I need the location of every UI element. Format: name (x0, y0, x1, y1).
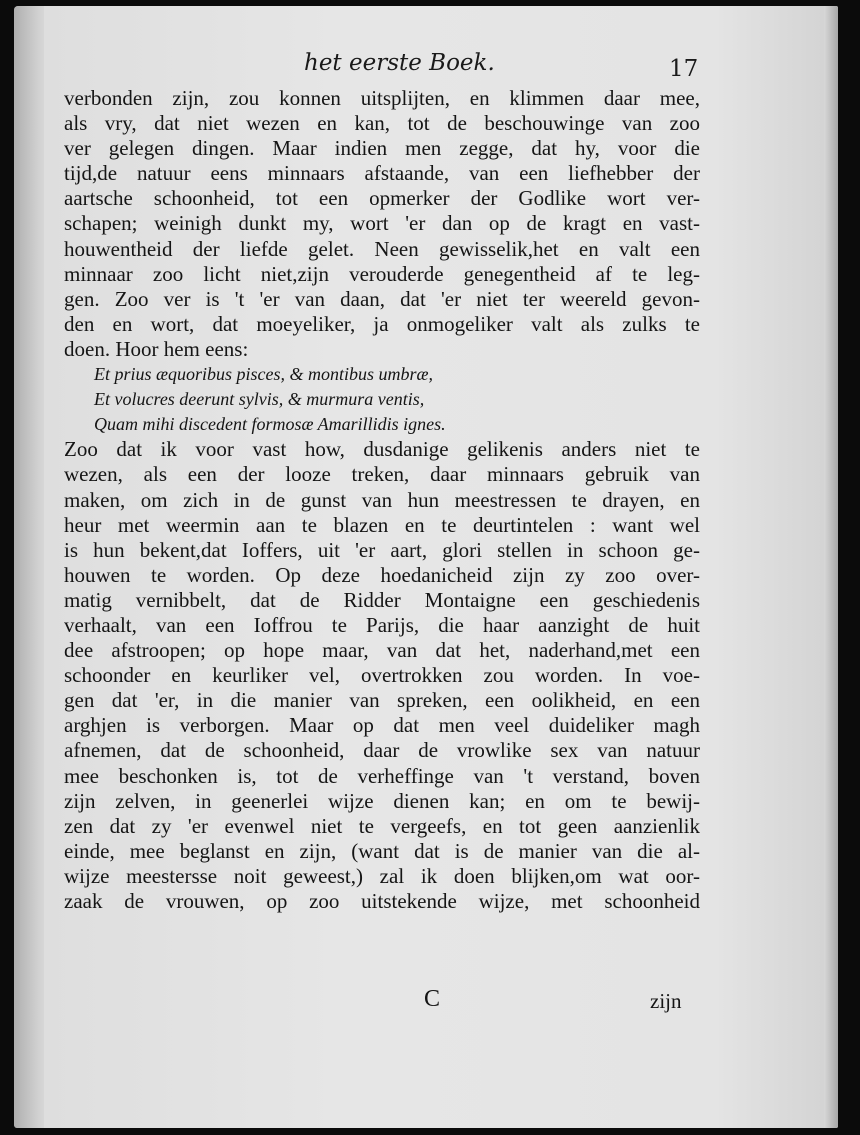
text-line: den en wort, dat moeyeliker, ja onmogeliker valt als zulks te (64, 311, 700, 336)
signature-mark: C (424, 986, 441, 1012)
paragraph-before-verse (64, 86, 700, 362)
paragraph-after-verse (64, 437, 700, 914)
text-line: matig vernibbelt, dat de Ridder Montaigne een geschiedenis (64, 587, 700, 612)
text-line: gen dat 'er, in die manier van spreken, een oolikheid, en een (64, 688, 700, 713)
text-line: mee beschonken is, tot de verheffinge van 't verstand, boven (64, 763, 700, 788)
catchword: zijn (650, 989, 682, 1013)
text-line: als vry, dat niet wezen en kan, tot de beschouwinge van zoo (64, 111, 700, 136)
text-line: houwen te worden. Op deze hoedanicheid zijn zy zoo over- (64, 562, 700, 587)
running-head: het eerste Boek. (304, 50, 495, 76)
body-text (64, 86, 700, 914)
text-line: doen. Hoor hem eens: (64, 336, 249, 361)
verse-line: Quam mihi discedent formosæ Amarillidis ignes. (94, 414, 446, 435)
text-line: tijd,de natuur eens minnaars afstaande, van een liefhebber der (64, 161, 700, 186)
text-line: zaak de vrouwen, op zoo uitstekende wijze, met schoonheid (64, 889, 700, 913)
verse-line: Et prius æquoribus pisces, & montibus umbræ, (94, 364, 434, 385)
text-line: ver gelegen dingen. Maar indien men zegge, dat hy, voor die (64, 136, 700, 161)
text-line: verhaalt, van een Ioffrou te Parijs, die haar aanzight de huit (64, 612, 700, 637)
text-line: gen. Zoo ver is 't 'er van daan, dat 'er niet ter weereld gevon- (64, 286, 700, 311)
text-line: afnemen, dat de schoonheid, daar de vrowlike sex van natuur (64, 738, 700, 763)
text-line: zijn zelven, in geenerlei wijze dienen kan; en om te bewij- (64, 788, 700, 813)
text-line: schoonder en keurliker vel, overtrokken zou worden. In voe- (64, 663, 700, 688)
text-line: dee afstroopen; op hope maar, van dat het, naderhand,met een (64, 638, 700, 663)
text-line: heur met weermin aan te blazen en te deurtintelen : want wel (64, 512, 700, 537)
text-line: zen dat zy 'er evenwel niet te vergeefs, en tot geen aanzienlik (64, 813, 700, 838)
page-gutter-shadow (14, 6, 44, 1128)
text-line: schapen; weinigh dunkt my, wort 'er dan op de kragt en vast- (64, 211, 700, 236)
text-line: minnaar zoo licht niet,zijn verouderde genegentheid af te leg- (64, 261, 700, 286)
text-line: maken, om zich in de gunst van hun meestressen te drayen, en (64, 487, 700, 512)
page-number: 17 (669, 56, 699, 82)
book-page (14, 6, 838, 1128)
text-line: Zoo dat ik voor vast how, dusdanige gelikenis anders niet te (64, 437, 700, 462)
text-line: einde, mee beglanst en zijn, (want dat is de manier van die al- (64, 838, 700, 863)
text-line: houwentheid der liefde gelet. Neen gewisselik,het en valt een (64, 236, 700, 261)
text-line: verbonden zijn, zou konnen uitsplijten, en klimmen daar mee, (64, 86, 700, 110)
verse-line: Et volucres deerunt sylvis, & murmura ventis, (94, 389, 425, 410)
page-edge (824, 6, 838, 1128)
text-line: wijze meestersse noit geweest,) zal ik doen blijken,om wat oor- (64, 863, 700, 888)
latin-verse-quotation (64, 362, 700, 437)
text-line: is hun bekent,dat Ioffers, uit 'er aart, glori stellen in schoon ge- (64, 537, 700, 562)
text-line: wezen, als een der looze treken, daar minnaars gebruik van (64, 462, 700, 487)
text-line: aartsche schoonheid, tot een opmerker der Godlike wort ver- (64, 186, 700, 211)
text-line: arghjen is verborgen. Maar op dat men veel duideliker magh (64, 713, 700, 738)
